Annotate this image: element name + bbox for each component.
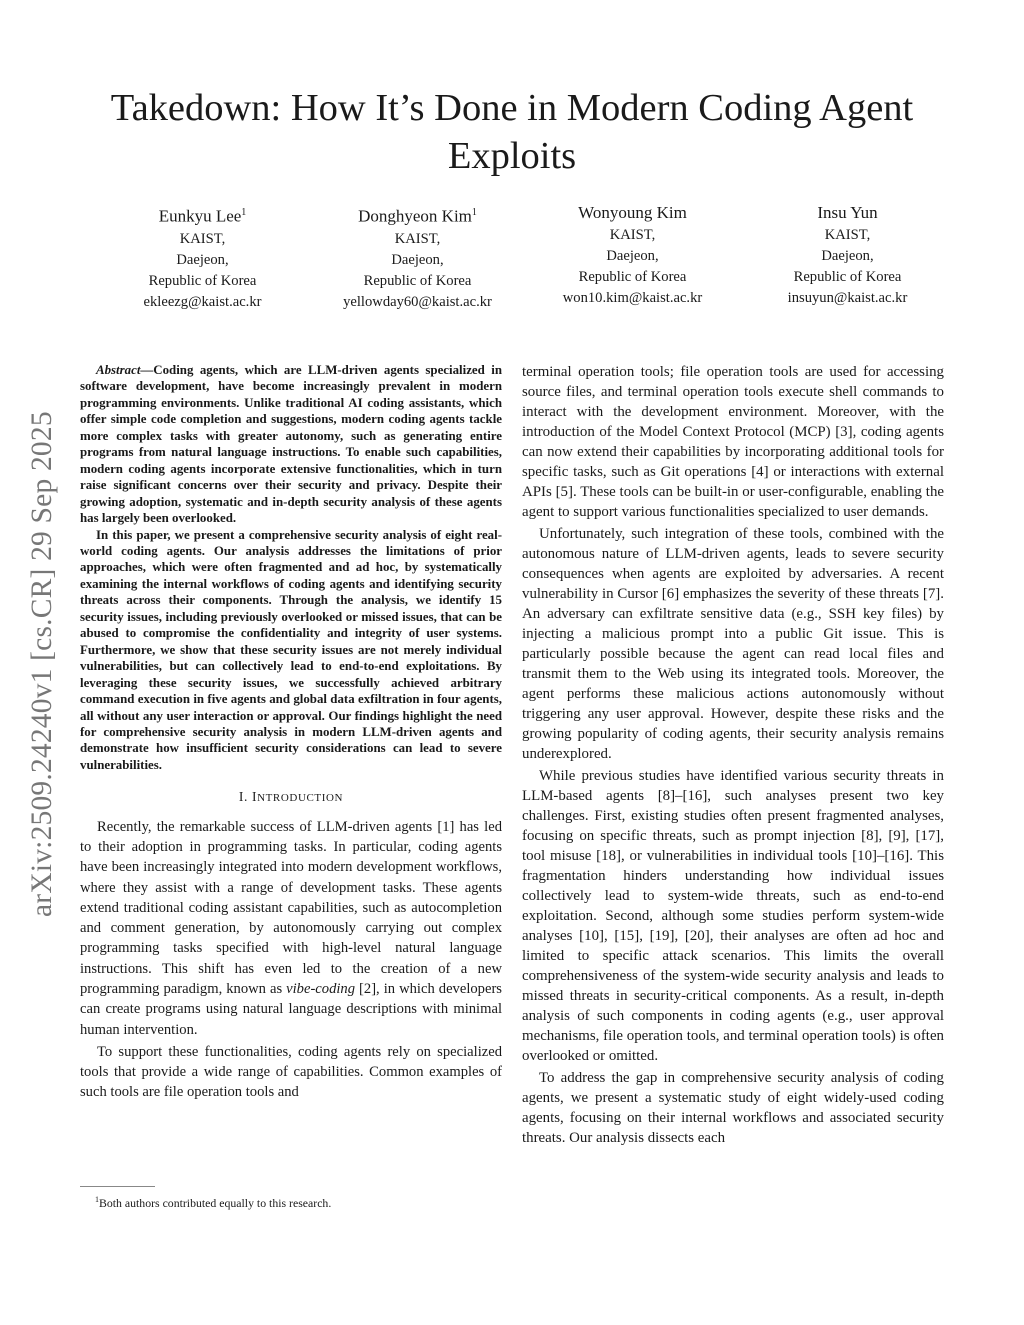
author-country: Republic of Korea [363, 272, 472, 289]
body-paragraph: While previous studies have identified various security threats in LLM-based agents [8]–[16], such analyses present two key challenges. First, existing studies often present fragmented analyses, focusing on specific threats, such as prompt injection [8], [9], [17], tool misuse [18], or vulnerabilities in individual tools [10]–[16]. This fragmentation hinders understanding how individual issues collectively lead to system-wide threats, such as end-to-end exploitation. Second, although some studies perform system-wide analyses [10], [15], [19], [20], their analyses are often ad hoc and limited to specific attack scenarios. This limits the overall comprehensiveness of the system-wide security analysis and leads to missed threats in security-critical components. As a result, in-depth analysis of such components in coding agents (e.g., user approval mechanisms, file operation tools, and terminal operation tools) is often overlooked or omitted. [522, 768, 944, 1064]
abstract-paragraph: In this paper, we present a comprehensive security analysis of eight real-world coding agents. Our analysis addresses the limitations of prior approaches, which were often fragmented and ad hoc, by systematically examining the internal workflows of coding agents and identifying security threats across their components. Through the analysis, we identify 15 security issues, including previously overlooked or missed issues, that can be abused to compromise the confidentiality and integrity of user systems. Furthermore, we show that these security issues are not merely individual vulnerabilities, but can collectively lead to end-to-end exploitations. By leveraging these security issues, we successfully achieved arbitrary command execution in five agents and global data exfiltration in four agents, all without any user interaction or approval. Our findings highlight the need for comprehensive security analysis in modern LLM-driven agents and demonstrate how insufficient security considerations can lead to severe vulnerabilities. [80, 527, 502, 772]
author-city: Daejeon, [391, 251, 444, 268]
author-affiliation: KAIST, [179, 230, 226, 247]
section-heading-introduction: I. INTRODUCTION [238, 789, 344, 805]
arxiv-identifier: arXiv:2509.24240v1 [cs.CR] 29 Sep 2025 [26, 411, 58, 918]
author-country: Republic of Korea [578, 269, 687, 285]
author-name: Eunkyu Lee$^1$ [158, 206, 247, 226]
author-affiliation: KAIST, [394, 230, 441, 247]
footnote-text: Both authors contributed equally to this research. [99, 1195, 332, 1210]
author-country: Republic of Korea [148, 272, 257, 289]
body-paragraph: Unfortunately, such integration of these tools, combined with the autonomous nature of LLM-driven agents, leads to severe security consequences when agents are exploited by adversaries. A recent vulnerability in Cursor [6] emphasizes the severity of these threats [7]. An adversary can exfiltrate sensitive data (e.g., SSH key files) by injecting a malicious prompt into a public Git issue. This is particularly possible because the agent can read local files and transmit them to the Web using its integrated tools. Moreover, the agent performs these malicious actions autonomously without triggering any user approval. However, despite these risks and the growing popularity of coding agents, their security analysis remains underexplored. [522, 526, 944, 762]
body-paragraph: To address the gap in comprehensive security analysis of coding agents, we present a systematic study of eight widely-used coding agents, focusing on their internal workflows and associated security threats. Our analysis dissects each [522, 1070, 944, 1146]
footnote-mark: 1 [95, 1195, 99, 1204]
author-block [740, 200, 955, 313]
abstract [80, 362, 502, 773]
body-paragraph: terminal operation tools; file operation tools are used for accessing source files, and terminal operation tools execute shell commands to interact with the development environment. Moreover, with the introduction of the Model Context Protocol (MCP) [3], coding agents can now extend their capabilities by incorporating additional tools for specific tasks, such as Git operations [4] or interactions with external APIs [5]. These tools can be built-in or user-configurable, enabling the agent to support various functionalities specialized to user demands. [522, 364, 944, 520]
footnote-rule [80, 1186, 155, 1187]
author-block [95, 200, 310, 313]
author-name: Wonyoung Kim [578, 203, 687, 222]
author-email: insuyun@kaist.ac.kr [787, 290, 908, 306]
footnote [80, 1180, 502, 1211]
author-city: Daejeon, [176, 251, 229, 268]
author-email: yellowday60@kaist.ac.kr [343, 293, 492, 310]
author-list [95, 200, 955, 313]
paper-title: Takedown: How It’s Done in Modern Coding Agent Exploits [110, 87, 914, 177]
author-city: Daejeon, [606, 248, 659, 264]
author-block [525, 200, 740, 313]
author-email: won10.kim@kaist.ac.kr [562, 290, 703, 306]
author-country: Republic of Korea [793, 269, 902, 285]
author-footnote-mark: 1 [241, 207, 247, 218]
right-column [522, 362, 944, 1148]
abstract-label: Abstract [96, 363, 141, 377]
author-name: Donghyeon Kim$^1$ [358, 206, 477, 226]
author-affiliation: KAIST, [824, 227, 871, 243]
author-block [310, 200, 525, 313]
author-footnote-mark: 1 [471, 207, 477, 218]
author-affiliation: KAIST, [609, 227, 656, 243]
body-paragraph: Recently, the remarkable success of LLM-driven agents [1] has led to their adoption in programming tasks. In particular, coding agents have been increasingly integrated into modern development workflows, where they assist with a range of development tasks. These agents extend traditional coding assistant capabilities, such as autocompletion and comment generation, by autonomously carrying out complex programming tasks specified with high-level natural language instructions. This shift has even led to the creation of a new programming paradigm, known as vibe-coding [2], in which developers can create programs using natural language descriptions with minimal human intervention. [80, 818, 502, 1038]
emphasis-term: vibe-coding [286, 981, 356, 997]
left-column [80, 362, 502, 1103]
author-name: Insu Yun [817, 203, 878, 222]
abstract-paragraph: Abstract—Coding agents, which are LLM-driven agents specialized in software development, have become increasingly prevalent in modern programming environments. Unlike traditional AI coding assistants, which offer simple code completion and suggestions, modern coding agents tackle more complex tasks with greater autonomy, such as generating entire programs from natural language instructions. To enable such capabilities, modern coding agents incorporate extensive functionalities, which in turn raise significant concerns over their security and privacy. Despite their growing adoption, systematic and in-depth security analysis of these agents has largely been overlooked. [80, 363, 502, 526]
author-city: Daejeon, [821, 248, 874, 264]
body-paragraph: To support these functionalities, coding agents rely on specialized tools that provide a wide range of capabilities. Common examples of such tools are file operation tools and [80, 1043, 502, 1101]
author-email: ekleezg@kaist.ac.kr [143, 293, 262, 310]
